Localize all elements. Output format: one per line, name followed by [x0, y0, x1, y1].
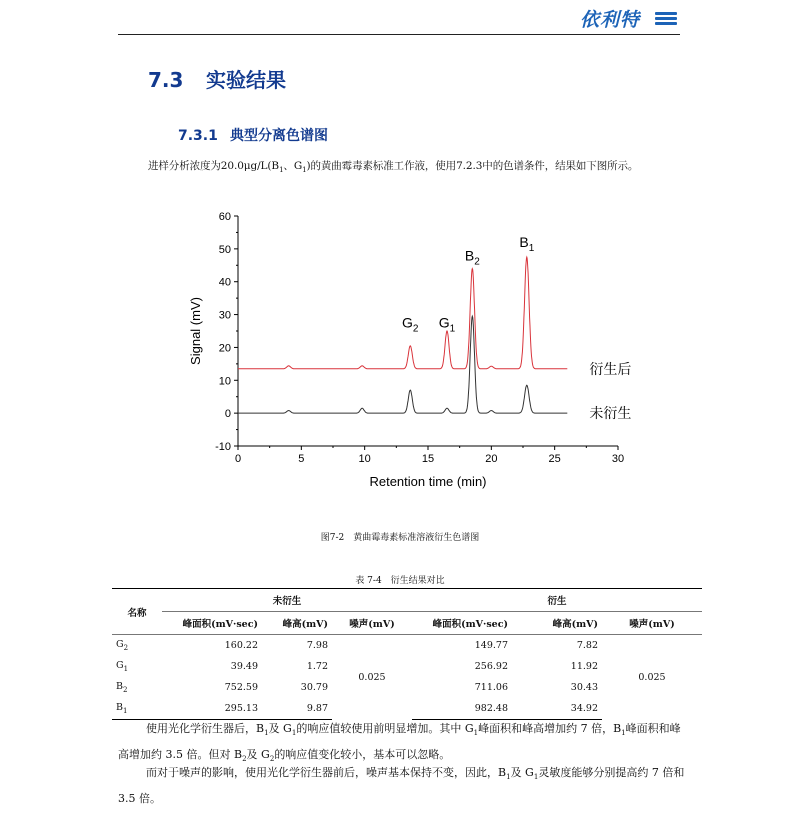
peak-label: $B_2$: [464, 247, 480, 268]
row-name: $B_2$: [116, 681, 128, 694]
section-number: 7.3: [148, 68, 184, 92]
figure-caption: 图7-2 黄曲霉毒素标准溶液衍生色谱图: [320, 533, 480, 543]
col-header: 峰高(mV): [262, 612, 332, 635]
row-name: $B_1$: [112, 698, 162, 720]
x-tick-label: 30: [611, 453, 625, 465]
series-line-underived: [238, 316, 567, 413]
y-tick-label: 40: [218, 276, 231, 289]
col-header: 峰高(mV): [512, 612, 602, 635]
table-caption: 表 7-4 衍生结果对比: [355, 576, 445, 586]
peak-label: $G_2$: [402, 314, 419, 335]
x-tick-label: 20: [485, 453, 498, 465]
col-name-header: 名称: [112, 589, 162, 635]
results-table: [112, 588, 702, 720]
cell-area-underived: 39.49: [230, 661, 258, 672]
series-line-derived: [238, 257, 567, 369]
cell-area-underived: 160.22: [224, 640, 258, 651]
company-logo: [580, 8, 700, 32]
y-tick-label: 50: [218, 243, 231, 256]
logo-stripes-icon: [655, 12, 677, 28]
y-tick-label: 30: [218, 309, 231, 322]
peak-label: $G_1$: [438, 314, 456, 335]
cell-area-derived: 256.92: [474, 661, 508, 672]
cell-area-derived: 711.06: [474, 682, 508, 693]
row-name: $G_2$: [116, 639, 129, 652]
table-row: [112, 635, 702, 657]
x-tick-label: 25: [548, 453, 561, 465]
cell-height-underived: 7.98: [306, 640, 328, 651]
col-header: 噪声(mV): [332, 612, 412, 635]
row-name: $G_1$: [116, 660, 129, 673]
logo-text: 依利特: [580, 9, 641, 31]
x-tick-label: 15: [421, 453, 435, 465]
y-axis-label: Signal (mV): [188, 297, 203, 365]
intro-sub: 1: [302, 166, 307, 175]
col-header: 噪声(mV): [602, 612, 702, 635]
y-tick-label: 20: [218, 342, 231, 355]
cell-area-underived: 295.13: [162, 698, 262, 720]
conclusion-paragraph: 而对于噪声的影响，使用光化学衍生器前后，噪声基本保持不变，因此，$B_1$及 $G_1$灵敏度能够分别提高约 7 倍和 3.5 倍。: [118, 766, 685, 806]
cell-height-underived: 9.87: [262, 698, 332, 720]
x-tick-label: 5: [298, 453, 305, 465]
cell-area-derived: 149.77: [474, 640, 508, 651]
y-tick-label: -10: [215, 441, 231, 453]
cell-noise-derived: 0.025: [638, 671, 666, 683]
cell-height-derived: 11.92: [570, 661, 598, 672]
subsection-number: 7.3.1: [178, 128, 218, 144]
cell-height-underived: 1.72: [306, 661, 328, 672]
cell-height-derived: 34.92: [512, 698, 602, 720]
chromatogram-chart: [160, 195, 660, 495]
section-heading: [148, 64, 286, 93]
cell-height-underived: 30.79: [300, 682, 328, 693]
subsection-heading: [178, 125, 328, 145]
y-tick-label: 0: [224, 408, 231, 421]
cell-noise-underived: 0.025: [358, 671, 386, 683]
group-header-derived: 衍生: [412, 589, 702, 612]
col-header: 峰面积(mV·sec): [162, 612, 262, 635]
x-tick-label: 10: [358, 453, 371, 465]
intro-paragraph: [148, 158, 638, 174]
series-label: 未衍生: [589, 406, 632, 423]
intro-sub: 1: [279, 166, 284, 175]
subsection-title: 典型分离色谱图: [230, 128, 328, 144]
header-rule: [118, 34, 680, 35]
section-title: 实验结果: [206, 68, 286, 92]
cell-height-derived: 30.43: [570, 682, 598, 693]
series-label: 衍生后: [589, 361, 632, 378]
peak-label: $B_1$: [519, 234, 535, 255]
group-header-underived: 未衍生: [162, 589, 412, 612]
y-tick-label: 60: [218, 211, 231, 223]
col-header: 峰面积(mV·sec): [412, 612, 512, 635]
y-tick-label: 10: [218, 375, 231, 388]
cell-height-derived: 7.82: [576, 640, 598, 651]
intro-text: 进样分析浓度为20.0μg/L(B: [148, 160, 280, 172]
cell-area-derived: 982.48: [412, 698, 512, 720]
intro-text: 、G: [283, 160, 303, 172]
discussion-paragraph: 使用光化学衍生器后，$B_1$及 $G_1$的响应值较使用前明显增加。其中 $G_1$峰面积和峰高增加约 7 倍，$B_1$峰面积和峰高增加约 3.5 倍。但对 $B_2$及 $G_2$的响应值变化较小，基本可以忽略。: [118, 722, 681, 764]
intro-text: )的黄曲霉毒素标准工作液，使用7.2.3中的色谱条件，结果如下图所示。: [306, 160, 639, 172]
cell-area-underived: 752.59: [224, 682, 258, 693]
x-axis-label: Retention time (min): [369, 474, 487, 489]
x-tick-label: 0: [234, 453, 242, 465]
